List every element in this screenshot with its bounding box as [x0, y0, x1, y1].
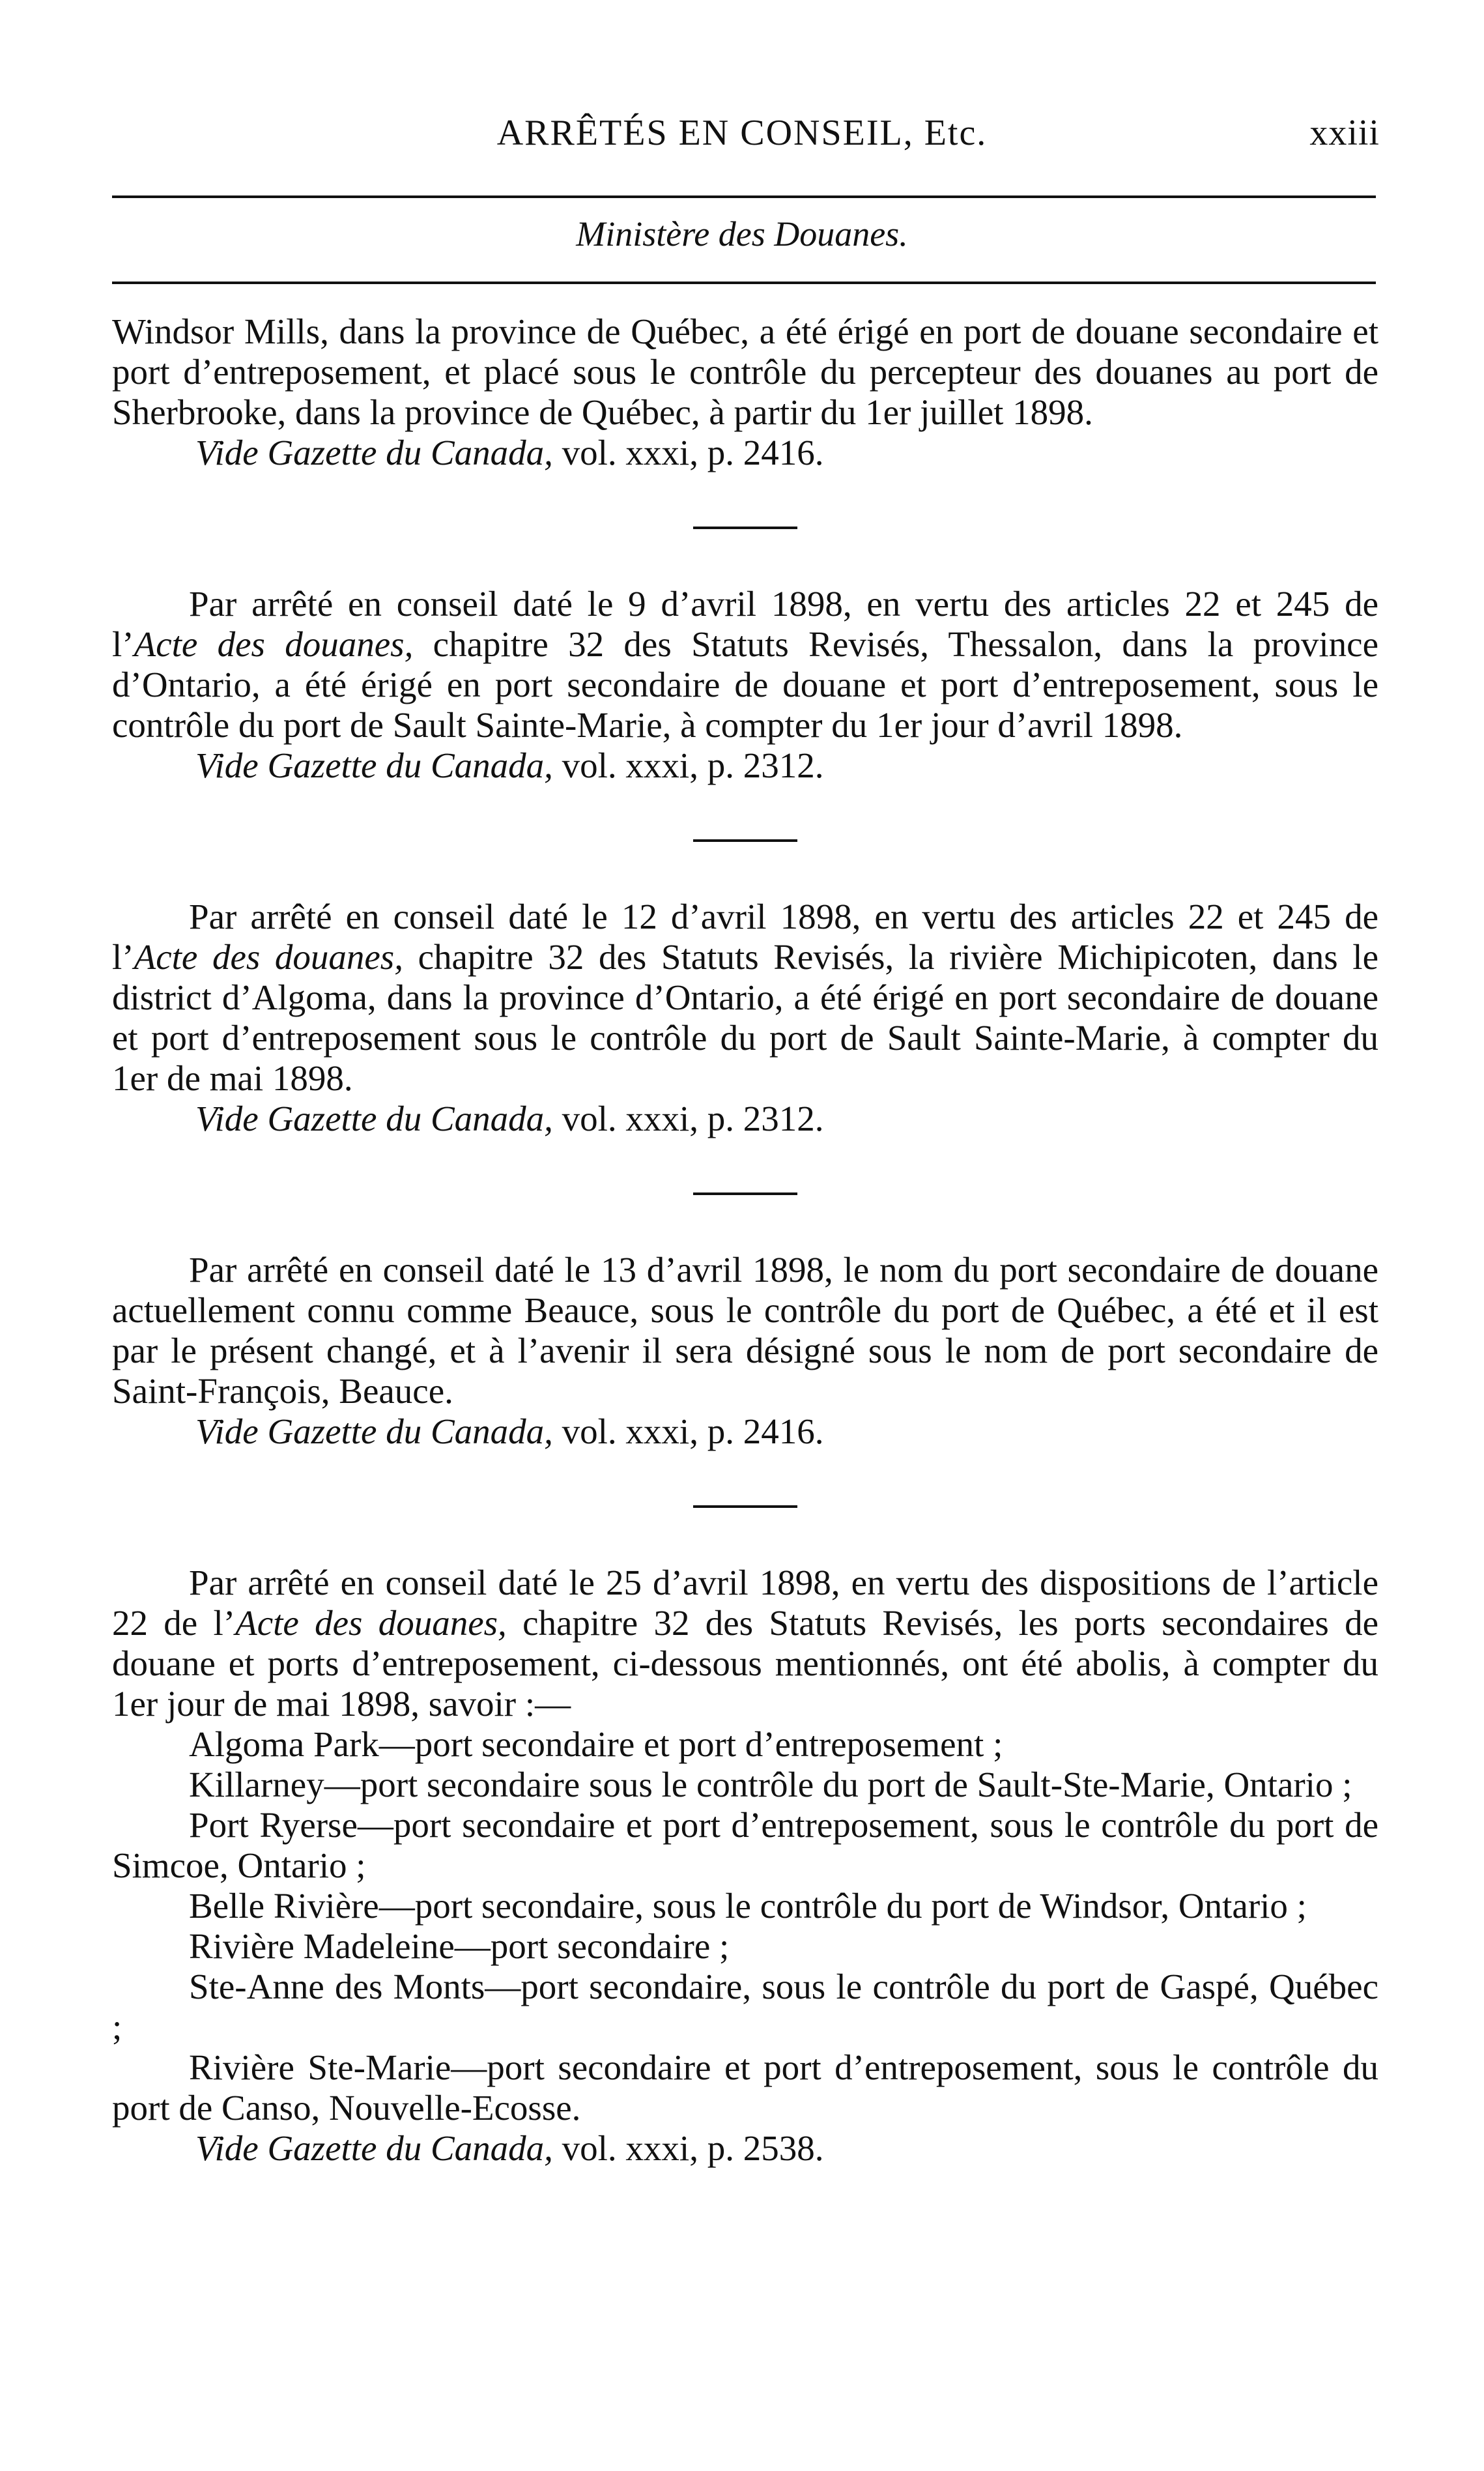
vide-volume: vol. xxxi, p. 2416. [552, 1411, 824, 1451]
paragraph-abolished-ports [112, 1563, 1378, 1724]
vide-gazette: Vide Gazette du Canada, [195, 433, 553, 472]
section-title: Ministère des Douanes. [576, 214, 908, 253]
vide-volume: vol. xxxi, p. 2312. [552, 1099, 824, 1138]
paragraph-thessalon [112, 584, 1378, 745]
separator-rule [693, 1192, 797, 1195]
paragraph-beauce: Par arrêté en conseil daté le 13 d’avril 1898, le nom du port secondaire de douane actuellement connu comme Beauce, sous le contrôle du port de Québec, a été et il est par le présent changé, et à l’avenir il sera désigné sous le nom de port secondaire de Saint-François, Beauce. [112, 1250, 1378, 1411]
vide-reference [112, 2128, 1378, 2169]
list-item: Ste-Anne des Monts—port secondaire, sous le contrôle du port de Gaspé, Québec ; [112, 1967, 1378, 2047]
paragraph-michipicoten [112, 897, 1378, 1099]
vide-reference [112, 1099, 1378, 1139]
body-text [112, 311, 1378, 2169]
list-item: Killarney—port secondaire sous le contrôle du port de Sault-Ste-Marie, Ontario ; [189, 1765, 1352, 1804]
paragraph-text: Par arrêté en conseil daté le 25 d’avril 1898, en vertu des dispositions de l’article 22 de l’ [112, 1563, 1378, 1643]
section-rule [112, 282, 1376, 284]
vide-gazette: Vide Gazette du Canada, [195, 1099, 553, 1138]
vide-volume: vol. xxxi, p. 2416. [552, 433, 824, 472]
header-rule [112, 195, 1376, 198]
paragraph-text: chapitre 32 des Statuts Revisés, les ports secondaires de douane et ports d’entreposement, ci-dessous mentionnés, ont été abolis, à compter du 1er jour de mai 1898, savoir :— [112, 1603, 1378, 1724]
separator-rule [693, 527, 797, 529]
separator-rule [693, 839, 797, 842]
list-item: Algoma Park—port secondaire et port d’entreposement ; [189, 1724, 1003, 1764]
paragraph-text: chapitre 32 des Statuts Revisés, la rivière Michipicoten, dans le district d’Algoma, dans la province d’Ontario, a été érigé en port secondaire de douane et port d’entreposement sous le contrôle du port de Sault Sainte-Marie, à compter du 1er de mai 1898. [112, 937, 1378, 1098]
vide-reference [112, 1411, 1378, 1452]
vide-gazette: Vide Gazette du Canada, [195, 1411, 553, 1451]
vide-reference [112, 433, 1378, 473]
separator-rule [693, 1505, 797, 1508]
act-title: Acte des douanes, [134, 937, 403, 977]
vide-volume: vol. xxxi, p. 2538. [552, 2128, 824, 2168]
vide-gazette: Vide Gazette du Canada, [195, 745, 553, 785]
act-title: Acte des douanes, [235, 1603, 507, 1643]
list-item: Port Ryerse—port secondaire et port d’entreposement, sous le contrôle du port de Simcoe, Ontario ; [112, 1805, 1378, 1885]
running-header: ARRÊTÉS EN CONSEIL, Etc. [496, 113, 988, 153]
vide-gazette: Vide Gazette du Canada, [195, 2128, 553, 2168]
list-item: Rivière Ste-Marie—port secondaire et port d’entreposement, sous le contrôle du port de Canso, Nouvelle-Ecosse. [112, 2047, 1378, 2128]
paragraph-text: Par arrêté en conseil daté le 12 d’avril 1898, en vertu des articles 22 et 245 de l’ [112, 897, 1378, 977]
paragraph-text: chapitre 32 des Statuts Revisés, Thessalon, dans la province d’Ontario, a été érigé en port secondaire de douane et port d’entreposement, sous le contrôle du port de Sault Sainte-Marie, à compter du 1er jour d’avril 1898. [112, 624, 1378, 745]
paragraph-text: Par arrêté en conseil daté le 9 d’avril 1898, en vertu des articles 22 et 245 de l’ [112, 584, 1378, 664]
act-title: Acte des douanes, [134, 624, 414, 664]
list-item: Belle Rivière—port secondaire, sous le contrôle du port de Windsor, Ontario ; [189, 1886, 1307, 1926]
vide-reference [112, 745, 1378, 786]
vide-volume: vol. xxxi, p. 2312. [552, 745, 824, 785]
page-number: xxiii [1309, 113, 1380, 153]
paragraph-windsor-mills: Windsor Mills, dans la province de Québec, a été érigé en port de douane secondaire et port d’entreposement, et placé sous le contrôle du percepteur des douanes au port de Sherbrooke, dans la province de Québec, à partir du 1er juillet 1898. [112, 311, 1378, 432]
list-item: Rivière Madeleine—port secondaire ; [189, 1926, 730, 1966]
